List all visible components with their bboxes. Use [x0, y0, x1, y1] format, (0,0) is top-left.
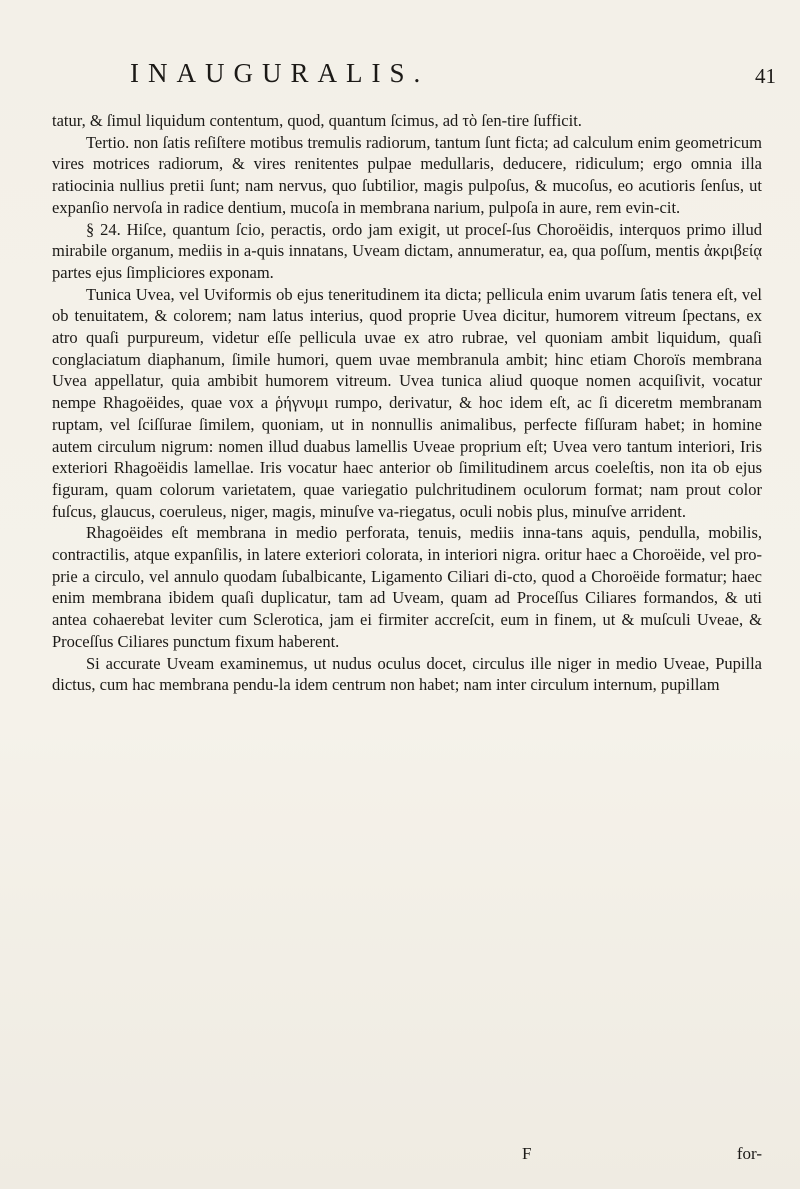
paragraph-tunica-uvea: Tunica Uvea, vel Uviformis ob ejus teneritudinem ita dicta; pellicula enim uvarum ſatis tenera eſt, vel ob tenuitatem, & colorem; nam latus interius, quod proprie Uvea dicitur, humorem vitreum ſpectans, ex atro quaſi purpureum, videtur eſſe pellicula uvae ex atro rubrae, vel quoniam ambit liquidum, quaſi conglaciatum diaphanum, ſimile humori, quem uvae membranula ambit; hinc etiam Choroïs membrana Uvea appellatur, quia ambibit humorem vitreum. Uvea tunica aliud quoque nomen acquiſivit, vocatur nempe Rhagoëides, quae vox a ῥήγνυμι rumpo, derivatur, & hoc idem eſt, ac ſi diceretm membranam ruptam, vel ſciſſurae ſimilem, quoniam, ut in nonnullis animalibus, perfecte fiſſuram habet; in homine autem circulum nigrum: nomen illud duabus lamellis Uveae proprium eſt; Uvea vero tantum interiori, Iris exteriori Rhagoëidis lamellae. Iris vocatur haec anterior ob ſimilitudinem arcus coeleſtis, non ita ob ejus figuram, quam colorum varietatem, quae variegatio pulchritudinem oculorum format; nam prout color fuſcus, glaucus, coeruleus, niger, magis, minuſve va-riegatus, oculi nobis plus, minuſve arrident. [52, 284, 762, 521]
running-title: INAUGURALIS. [130, 58, 430, 88]
paragraph-continuation: tatur, & ſimul liquidum contentum, quod, quantum ſcimus, ad τὸ ſen-tire ſufficit. [52, 111, 582, 130]
running-header [130, 58, 690, 89]
body-text [52, 110, 762, 696]
page-number: 41 [755, 64, 776, 88]
signature-mark: F [522, 1144, 532, 1163]
catchword: for- [736, 1144, 762, 1163]
paragraph-rhagoeides: Rhagoëides eſt membrana in medio perforata, tenuis, mediis inna-tans aquis, pendulla, mobilis, contractilis, atque expanſilis, in latere exteriori colorata, in interiori nigra. oritur haec a Choroëide, vel pro-prie a circulo, vel annulo quodam ſubalbicante, Ligamento Ciliari di-cto, quod a Choroëide formatur; haec enim membrana ibidem quaſi duplicatur, tam ad Uveam, quam ad Proceſſus Ciliares formandos, & uti antea cohaerebat leviter cum Sclerotica, jam ei firmiter accreſcit, eum in finem, ut & muſculi Uveae, & Proceſſus Ciliares punctum fixum haberent. [52, 523, 762, 651]
paragraph-pupilla: Si accurate Uveam examinemus, ut nudus oculus docet, circulus ille niger in medio Uveae, Pupilla dictus, cum hac membrana pendu-la idem centrum non habet; nam inter circulum internum, pupillam [52, 653, 762, 695]
paragraph-tertio: Tertio. non ſatis reſiſtere motibus tremulis radiorum, tantum ſunt ficta; ad calculum enim geometricum vires motrices radiorum, & vires renitentes pulpae medullaris, deducere, ridiculum; ergo omnia illa ratiocinia nullius pretii ſunt; nam nervus, quo ſubtilior, magis pulpoſus, & mucoſus, eo acutioris ſenſus, ut expanſio nervoſa in radice dentium, mucoſa in membrana narium, pulpoſa in aure, rem evin-cit. [52, 132, 762, 217]
paragraph-section-24: § 24. Hiſce, quantum ſcio, peractis, ordo jam exigit, ut proceſ-ſus Choroëidis, interquos primo illud mirabile organum, mediis in a-quis innatans, Uveam dictam, annumeratur, ea, qua poſſum, mentis ἀκριβείᾳ partes ejus ſimpliciores exponam. [52, 219, 762, 282]
